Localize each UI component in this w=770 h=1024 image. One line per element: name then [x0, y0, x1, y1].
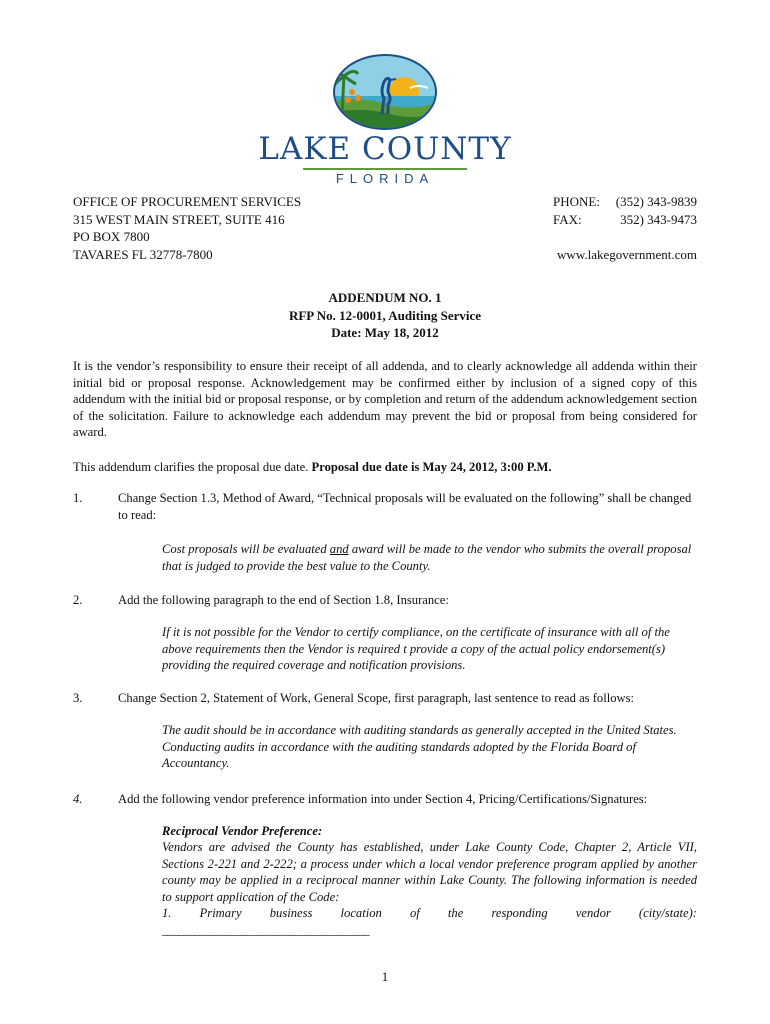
item-quote: If it is not possible for the Vendor to certify compliance, on the certificate of insurance with all of the above requirements then the Vendor is required t provide a copy of the actual policy endorsement(s) providing the required coverage and notification provisions. [162, 625, 670, 672]
contact-info [553, 193, 697, 263]
item-text: Add the following paragraph to the end of Section 1.8, Insurance: [118, 593, 449, 607]
quote-underlined: and [329, 542, 349, 556]
item-number: 4. [73, 792, 83, 806]
sublist-word: the [447, 906, 464, 920]
phone-label: PHONE: [553, 194, 600, 209]
sublist-word: (city/state): [638, 906, 697, 920]
item-heading: Reciprocal Vendor Preference: [162, 824, 323, 838]
logo-state-name: FLORIDA [335, 171, 435, 186]
lake-county-logo [255, 52, 515, 184]
item-text: Change Section 1.3, Method of Award, “Technical proposals will be evaluated on the following” shall be changed to read: [118, 491, 692, 522]
address-line: TAVARES FL 32778-7800 [73, 246, 213, 262]
addendum-number: ADDENDUM NO. 1 [328, 290, 442, 305]
sublist-word: business [269, 906, 313, 920]
fax-row [553, 211, 697, 229]
rfp-title: RFP No. 12-0001, Auditing Service [288, 307, 482, 323]
item-sublist [162, 905, 697, 938]
item-number: 3. [73, 691, 83, 705]
address-line: PO BOX 7800 [73, 229, 150, 244]
office-address [73, 193, 301, 263]
item-number: 1. [73, 491, 83, 505]
clarify-paragraph [73, 459, 697, 476]
logo-divider [303, 168, 467, 170]
due-date-statement: Proposal due date is May 24, 2012, 3:00 P.M. [311, 460, 552, 474]
address-line: 315 WEST MAIN STREET, SUITE 416 [73, 211, 285, 227]
address-line: OFFICE OF PROCUREMENT SERVICES [73, 194, 302, 209]
fill-in-blank: _______________________________________ [162, 922, 369, 937]
website-link[interactable]: www.lakegovernment.com [557, 246, 697, 262]
item-quote: The audit should be in accordance with auditing standards as generally accepted in the United States. Conducting audits in accordance with the auditing standards adopted by the Florida Board of Accountancy. [162, 723, 677, 770]
sublist-word: Primary [199, 906, 242, 920]
sublist-word: vendor [575, 906, 611, 920]
fax-number: 352) 343-9473 [620, 211, 697, 227]
logo-county-name: LAKE COUNTY [258, 131, 512, 167]
item-number: 2. [73, 593, 83, 607]
item-text: Add the following vendor preference information into under Section 4, Pricing/Certifications/Signatures: [118, 792, 648, 806]
sublist-word: responding [491, 906, 548, 920]
clarify-text: This addendum clarifies the proposal due date. [73, 460, 312, 474]
addendum-title-block [0, 289, 770, 342]
sublist-word: location [340, 906, 382, 920]
item-quote [162, 541, 697, 574]
lake-county-emblem-icon [330, 52, 440, 130]
sublist-line [162, 905, 697, 922]
item-quote: Vendors are advised the County has established, under Lake County Code, Chapter 2, Article VII, Sections 2-221 and 2-222; a process under which a local vendor preference program applied by another county may be applied in a reciprocal manner within Lake County. The following information is needed to support application of the Code: [162, 840, 697, 904]
phone-number: (352) 343-9839 [615, 194, 697, 209]
page-number: 1 [381, 969, 389, 984]
sublist-word: of [409, 906, 420, 920]
fax-label: FAX: [553, 211, 582, 227]
item-text: Change Section 2, Statement of Work, General Scope, first paragraph, last sentence to read as follows: [118, 691, 634, 705]
quote-text: Cost proposals will be evaluated [162, 542, 330, 556]
phone-row [553, 193, 697, 211]
sublist-word: 1. [162, 906, 172, 920]
quote-text: award will be made to the vendor who submits the overall proposal that is judged to provide the best value to the County. [162, 542, 692, 573]
addendum-date: Date: May 18, 2012 [331, 325, 439, 340]
intro-paragraph: It is the vendor’s responsibility to ensure their receipt of all addenda, and to clearly acknowledge all addenda within their initial bid or proposal response. Acknowledgement may be confirmed either by inclusion of a signed copy of this addendum with the initial bid or proposal response, or by completion and return of the addendum acknowledgement section of the solicitation. Failure to acknowledge each addendum may prevent the bid or proposal from being considered for award. [73, 359, 697, 439]
